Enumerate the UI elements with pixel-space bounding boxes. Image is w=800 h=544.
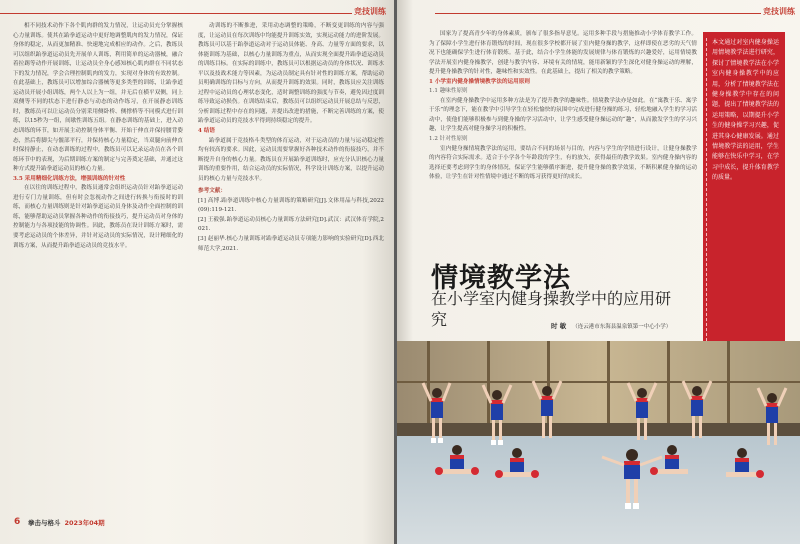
header-rule bbox=[0, 13, 352, 14]
header-rule bbox=[435, 13, 761, 14]
body-text: 在室内健身操教学中运用多种方法是为了提升教学的趣味性。情境教学法亦是如此。在“寓教于乐、寓学于乐”的理念下，能在教学中引导学生在轻松愉快的氛围中完成进行健身操的练习，轻松地融入学生的学习活动中，使他们能够积极参与到健身操的学习活动中，让学生感受健身操运动的“趣”，从而激发学生的学习兴趣，让学生提高对健身操学习的积极性。 bbox=[429, 97, 697, 133]
left-column-1 bbox=[13, 22, 183, 500]
reference-item: [1] 高博.跆拳道训练中核心力量训练的策略研究[J].文体用品与科技,2022(09):119-121. bbox=[198, 197, 384, 214]
wall-base bbox=[397, 423, 800, 436]
abstract-sidebar bbox=[703, 32, 785, 392]
article-title: 情境教学法 bbox=[431, 263, 571, 294]
reference-item: [2] 王毅强.跆拳道运动员核心力量训练方法研究[D].武汉：武汉体育学院,2021. bbox=[198, 216, 384, 233]
article-subtitle: 在小学室内健身操教学中的应用研究 bbox=[431, 289, 672, 329]
page-footer bbox=[0, 510, 394, 544]
body-text: 相不同技术动作下各个肌肉群的发力情况，让运动员充分掌握核心力量训练。使其在跆拳道运动中更好地调整肌肉的发力情况，保证身体的稳定，从而更加精准、快速地完成相应的动作。之后，教练员可以组织跆拳道运动员先开展单人训练，利用简单的运动器械，融合着拉踢等动作开展训练，让运动员全身心感知核心肌肉群在不同状态下的发力情况，学会合理控制肌肉的发力，实现对身体的有效控制。在此基础上，教练员可以增加综合器械等更多类型的训练，让跆拳道运动员开展小组训练，两个人以上为一组，并无后在横平双侧，同上双侧等不同的状态下进行静态与动态的动作练习，在开展静态训练时，教练员可以让运动员分别采用侧卧桥、侧撑桥等不同模式进行训练，以15秒为一组，间歇性训练五组。在静态训练的基础上，进入动态训练的环节，如开展主动控制身体平衡、开始于伸直并保持腰背姿态，然后将脚尖与髋部平行，并保持核心力量稳定，当双腿向前伸直时保持静止，在动态训练的过程中，教练员可以记录运动员在各个训练环节中的表现，为后期训练方案的制定与完善奠定基础，并通过这种方式提升跆拳道运动员的核心力量。 bbox=[13, 23, 183, 173]
author-name: 时 敏 bbox=[551, 322, 567, 330]
abstract-text: 本文通过对室内健身操运用情境教学法进行研究，探讨了情境教学法在小学室内健身操教学中的应用，分析了情境教学法在健身操教学中存在的问题，提出了情境教学法的运用策略，以期提升小学生的健身操学习兴趣，促进其身心健康发展。通过情境教学法的运用，学生能够在快乐中学习，在学习中成长，提升体育教学的质量。 bbox=[712, 39, 779, 182]
magazine-name bbox=[28, 518, 105, 527]
section-heading: 1 小学室内健身操情境教学法的运用原则 bbox=[429, 78, 530, 85]
subsection-heading: 1.2 针对性原则 bbox=[429, 136, 468, 143]
reference-item: [3] 赵丽华.核心力量训练对跆拳道运动员专项能力影响的实验研究[D].西北师范大学,2021. bbox=[198, 236, 384, 252]
left-column-2 bbox=[198, 22, 384, 500]
section-heading: 4 结语 bbox=[198, 128, 216, 135]
back-wall bbox=[397, 341, 800, 436]
body-text: 动训练的不断推进，采用动态调整的策略，不断变更训练的内容与强度，让运动员在每次训练中均能提升训练实效，实现运动能力的进阶发展。教练员可以基于跆拳道运动对于运动员体能、身高、力量等方面的要求，以体能训练为基础，以核心力量训练为重点，从而实现全面提升跆拳道运动员的训练目标。在实际的训练中，教练员可以根据运动员的身体状况、训练水平以及技战术能力等因素，为运动员制定具有针对性的训练方案，帮助运动员明确训练的目标与方向，从而提升训练的效果。同时，教练员应关注训练过程中运动员的心理状态变化，适时调整训练的强度与节奏，避免因过度训练导致运动损伤。在训练结束后，教练员可以组织运动员开展总结与反思，分析训练过程中存在的问题，并提出改进的措施，不断完善训练的方案，使跆拳道运动员的竞技水平得到持续稳定的提升。 bbox=[198, 23, 384, 125]
section-heading: 3.5 采用精细化训练方法，增强训练的针对性 bbox=[13, 175, 126, 182]
body-text: 在以往的训练过程中，教练员通常会组织运动员针对跆拳道运动进行专门力量训练，但有时会忽视动作之间进行转换与衔接时的训练，而核心力量训练则是针对跆拳道运动员身体及动作全面控制的训练，能够帮助运动员掌握各种动作的衔接技巧，提升运动员对身体的控制能力与各项技能的协调性。因此，教练员在设计训练方案时，需要考虑运动员的个体差异，并针对运动员的实际情况，设计精细化的训练方案，从而提升跆拳道运动员的竞技水平。 bbox=[13, 185, 183, 249]
author-affiliation: （连云港市东海县温泉镇第一中心小学） bbox=[572, 324, 672, 330]
references-title: 参考文献： bbox=[198, 188, 226, 195]
classroom-photo bbox=[397, 341, 800, 544]
left-page bbox=[0, 0, 394, 544]
magazine-title: 拳击与格斗 bbox=[28, 519, 61, 527]
right-page bbox=[397, 0, 800, 544]
subsection-heading: 1.1 趣味性原则 bbox=[429, 88, 468, 95]
issue-number: 2023年04期 bbox=[64, 519, 105, 527]
body-text: 跆拳道属于竞技格斗类型的体育运动，对于运动员的力量与运动稳定性均有较高的要求。因此，运动员需要掌握好各种技术动作的衔接技巧，并不断提升自身的核心力量。教练员在开展跆拳道训练时，应充分认识核心力量训练的重要作用，结合运动员的实际情况，科学设计训练方案，以提升运动员的核心力量与竞技水平。 bbox=[198, 137, 384, 182]
right-column-text bbox=[429, 30, 697, 242]
photo-illustration bbox=[397, 341, 800, 544]
intro-text: 国家为了提高青少年的身体素质，颁布了很多指导意见。运用多种手段与措施推动小学体育教学工作。为了保障小学生进行体育锻炼的时间，现在很多学校都开展了室内健身操的教学，这样即使在恶劣的天气情况下也能确保学生进行体育锻炼。基于此，结合小学生体能的发展规律与体育锻炼的兴趣爱好，运用情境教学法开展室内健身操教学，创建与教学内容、环境有关的情境，能用新颖的学生深化对健身操运动的理解，提升健身操教学的针对性，趣味性和实效性。在此基础上，提出了相关的教学策略。 bbox=[429, 31, 697, 76]
body-text: 室内健身操情境教学法的运用，要结合不同的场景与目的，内容与学生的学情进行设计，让健身操教学的内容符合实际需求。适合于小学各个年龄段的学生，有的放矢，获得最佳的教学效果。室内健身操内容的选择还要考虑到学生的身体情况，保证学生能够循序渐进，提升健身操的教学效果，不断积累健身操的运动体验，让学生在针对性情境中通过不断的练习获得更好的成长。 bbox=[429, 145, 697, 181]
section-tag: 竞技训练 bbox=[354, 7, 386, 16]
author-line bbox=[551, 321, 671, 330]
page-number: 6 bbox=[14, 517, 21, 527]
section-tag: 竞技训练 bbox=[763, 7, 795, 16]
